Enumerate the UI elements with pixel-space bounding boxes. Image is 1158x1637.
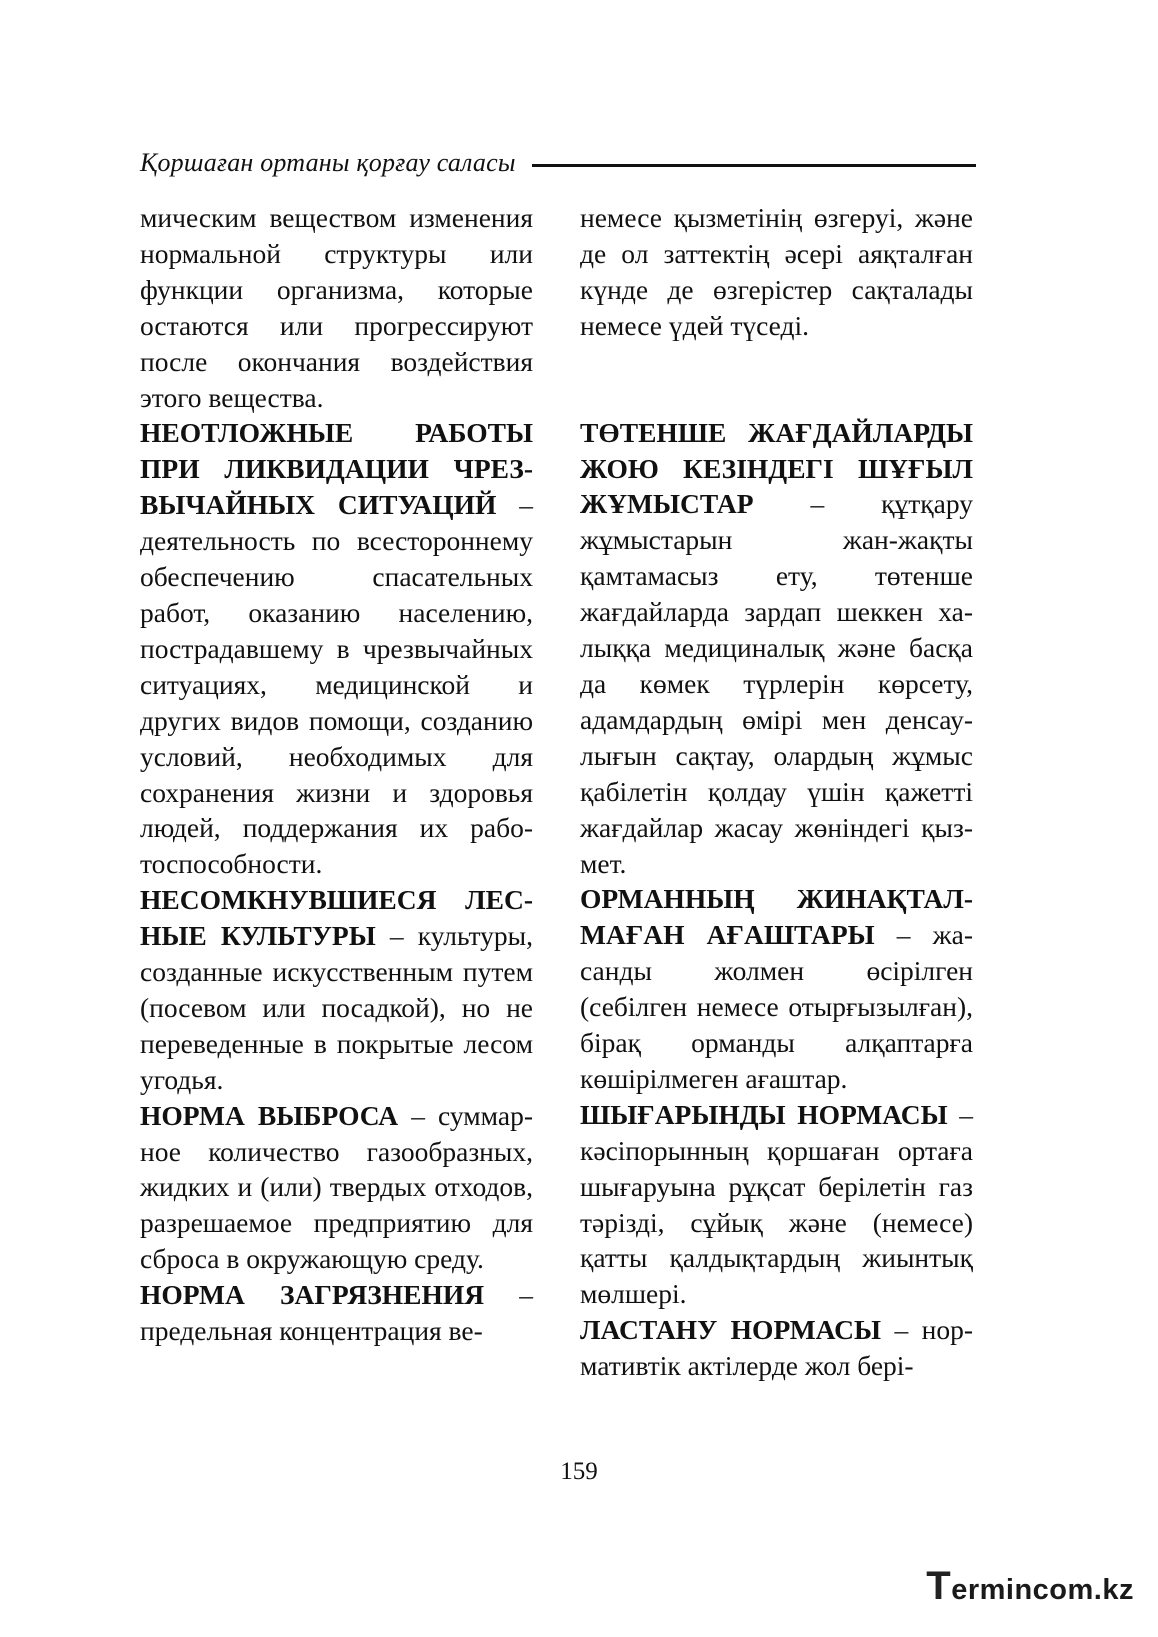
page-number: 159: [560, 1458, 598, 1485]
right-column: [580, 200, 973, 1384]
entry-term: ЛАСТАНУ НОРМАСЫ: [580, 1314, 882, 1346]
glossary-entry: [580, 1097, 973, 1312]
header-rule: [532, 164, 976, 167]
entry-term: НЕОТЛОЖНЫЕ РАБОТЫ ПРИ ЛИКВИДАЦИИ ЧРЕЗВЫЧАЙНЫХ СИТУАЦИЙ: [140, 417, 533, 521]
running-title: Қоршаған ортаны қорғау саласы: [140, 148, 516, 177]
entry-text: – жасанды жолмен өсірілген (себілген немесе отырғызылған), бірақ орманды алқаптарға көшірілмеген ағаштар.: [580, 919, 973, 1094]
entry-text: – құтқару жұмыстарын жан-жақты қамтамасыз ету, төтенше жағдайларда зардап шеккен халыққа медициналық және басқа да көмек түрлерін көрсету, адамдардың өмірі мен денсаулығын сақтау, олардың жұмыс қабілетін қолдау үшін қажетті жағдайлар жасау жөніндегі қызмет.: [580, 488, 973, 879]
entry-term: НЕСОМКНУВШИЕСЯ ЛЕСНЫЕ КУЛЬТУРЫ: [140, 884, 533, 952]
watermark-logo: [926, 1564, 1134, 1609]
glossary-entry: [140, 415, 533, 882]
glossary-entry: [580, 415, 973, 882]
entry-continuation: [140, 200, 533, 415]
entry-text: мическим веществом изменения нормальной структуры или функции организма, которые остаются или прогрессируют после окончания воздействия этого вещества.: [140, 202, 533, 413]
running-header: [140, 146, 976, 180]
entry-text: – предельная концентрация ве-: [140, 1279, 534, 1347]
entry-text: – кәсіпорынның қоршаған ортаға шығаруына рұқсат берілетін газ тәрізді, сұйық және (немесе) қатты қалдықтардың жиынтық мөлшері.: [580, 1098, 973, 1310]
left-column: [140, 200, 533, 1349]
glossary-entry: [140, 1098, 533, 1278]
glossary-entry: [140, 882, 533, 1097]
entry-text: – культуры, созданные искусственным путем (посевом или посадкой), но не переведенные в покрытые лесом угодья.: [140, 920, 533, 1095]
entry-term: ОРМАННЫҢ ЖИНАҚТАЛМАҒАН АҒАШТАРЫ: [580, 883, 973, 951]
glossary-entry: [580, 1312, 973, 1384]
entry-term: НОРМА ЗАГРЯЗНЕНИЯ: [140, 1279, 485, 1311]
entry-text: немесе қызметінің өзгеруі, және де ол заттектің әсері аяқталған күнде де өзгерістер сақталады немесе үдей түседі.: [580, 202, 973, 341]
entry-term: НОРМА ВЫБРОСА: [140, 1099, 399, 1131]
entry-text: – нормативтік актілерде жол бері-: [580, 1314, 974, 1382]
entry-continuation: [580, 200, 973, 344]
entry-text: – суммарное количество газообразных, жидких и (или) твердых отходов, разрешаемое предприятию для сброса в окружающую среду.: [140, 1099, 533, 1275]
entry-text: – деятельность по всестороннему обеспечению спасательных работ, оказанию населению, пострадавшему в чрезвычайных ситуациях, медицинской и других видов помощи, созданию условий, необходимых для сохранения жизни и здоровья людей, поддержания их работоспособности.: [140, 489, 533, 880]
glossary-entry: [140, 1277, 533, 1349]
watermark-initial: T: [926, 1564, 952, 1608]
glossary-entry: [580, 881, 973, 1096]
entry-term: ШЫҒАРЫНДЫ НОРМАСЫ: [580, 1098, 948, 1130]
watermark-text: ermincom.kz: [951, 1574, 1134, 1606]
entry-term: ТӨТЕНШЕ ЖАҒДАЙЛАРДЫ ЖОЮ КЕЗІНДЕГІ ШҰҒЫЛ ЖҰМЫСТАР: [580, 416, 973, 520]
